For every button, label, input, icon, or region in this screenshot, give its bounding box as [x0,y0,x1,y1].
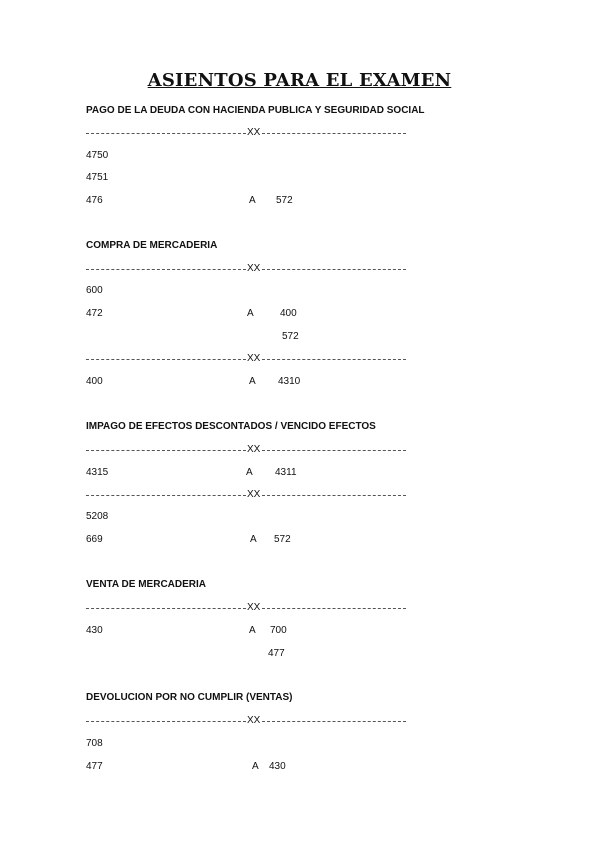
a-marker: A [249,195,256,206]
credit-account: 400 [280,308,297,319]
credit-account: 572 [274,534,291,545]
separator: XX [86,444,406,456]
debit-account: 477 [86,761,103,772]
a-marker: A [250,534,257,545]
page-title: ASIENTOS PARA EL EXAMEN [147,70,452,91]
debit-account: 4750 [86,150,109,161]
a-marker: A [252,761,259,772]
section-heading: DEVOLUCION POR NO CUMPLIR (VENTAS) [86,692,293,703]
section-heading: VENTA DE MERCADERIA [86,579,207,590]
credit-account: 4310 [278,376,301,387]
section-heading: PAGO DE LA DEUDA CON HACIENDA PUBLICA Y SEGURIDAD SOCIAL [86,105,425,116]
debit-account: 669 [86,534,103,545]
credit-account: 4311 [275,467,297,478]
credit-account: 477 [268,648,285,659]
separator: XX [86,353,406,365]
a-marker: A [246,467,253,478]
a-marker: A [249,625,256,636]
debit-account: 5208 [86,511,109,522]
credit-account: 572 [276,195,293,206]
debit-account: 472 [86,308,103,319]
separator: XX [86,127,406,139]
separator: XX [86,489,406,501]
separator: XX [86,263,406,275]
credit-account: 572 [282,331,299,342]
a-marker: A [249,376,256,387]
debit-account: 708 [86,738,103,749]
separator: XX [86,715,406,727]
separator: XX [86,602,406,614]
credit-account: 700 [270,625,287,636]
debit-account: 4751 [86,172,109,183]
debit-account: 400 [86,376,103,387]
debit-account: 600 [86,285,103,296]
debit-account: 476 [86,195,103,206]
section-heading: COMPRA DE MERCADERIA [86,240,218,251]
debit-account: 430 [86,625,103,636]
debit-account: 4315 [86,467,109,478]
credit-account: 430 [269,761,286,772]
section-heading: IMPAGO DE EFECTOS DESCONTADOS / VENCIDO EFECTOS [86,421,376,432]
a-marker: A [247,308,254,319]
